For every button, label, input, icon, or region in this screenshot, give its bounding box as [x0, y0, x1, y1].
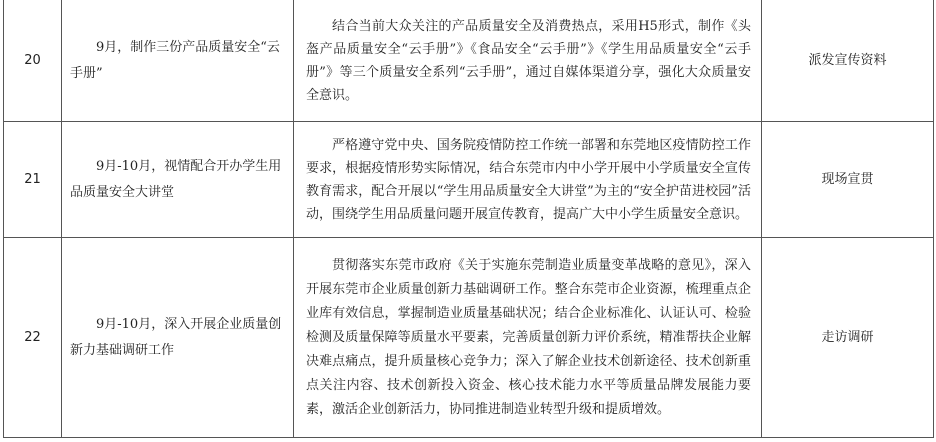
method-cell: 现场宣贯 [762, 122, 934, 238]
row-number: 21 [4, 122, 62, 238]
description-cell: 贯彻落实东莞市政府《关于实施东莞制造业质量变革战略的意见》，深入开展东莞市企业质量创新力基础调研工作。整合东莞市企业资源，梳理重点企业库有效信息，掌握制造业质量基础状况；结合企业标准化、认证认可、检验检测及质量保障等质量水平要素，完善质量创新力评价系统，精准帮扶企业解决难点痛点，提升质量核心竞争力；深入了解企业技术创新途径、技术创新重点关注内容、技术创新投入资金、核心技术能力水平等质量品牌发展能力要素，激活企业创新活力，协同推进制造业转型升级和提质增效。 [294, 238, 762, 438]
row-number: 20 [4, 0, 62, 122]
table-row [4, 238, 934, 438]
task-cell: 9月-10月，深入开展企业质量创新力基础调研工作 [62, 238, 294, 438]
method-cell: 走访调研 [762, 238, 934, 438]
table-row [4, 0, 934, 122]
table-row [4, 122, 934, 238]
row-number: 22 [4, 238, 62, 438]
description-cell: 结合当前大众关注的产品质量安全及消费热点，采用H5形式，制作《头盔产品质量安全“云手册”》《食品安全“云手册”》《学生用品质量安全“云手册”》等三个质量安全系列“云手册”，通过自媒体渠道分享，强化大众质量安全意识。 [294, 0, 762, 122]
task-table [3, 0, 934, 438]
description-cell: 严格遵守党中央、国务院疫情防控工作统一部署和东莞地区疫情防控工作要求，根据疫情形势实际情况，结合东莞市内中小学开展中小学质量安全宣传教育需求，配合开展以“学生用品质量安全大讲堂”为主的“安全护苗进校园”活动，围绕学生用品质量问题开展宣传教育，提高广大中小学生质量安全意识。 [294, 122, 762, 238]
task-cell: 9月，制作三份产品质量安全“云手册” [62, 0, 294, 122]
method-cell: 派发宣传资料 [762, 0, 934, 122]
task-cell: 9月-10月，视情配合开办学生用品质量安全大讲堂 [62, 122, 294, 238]
